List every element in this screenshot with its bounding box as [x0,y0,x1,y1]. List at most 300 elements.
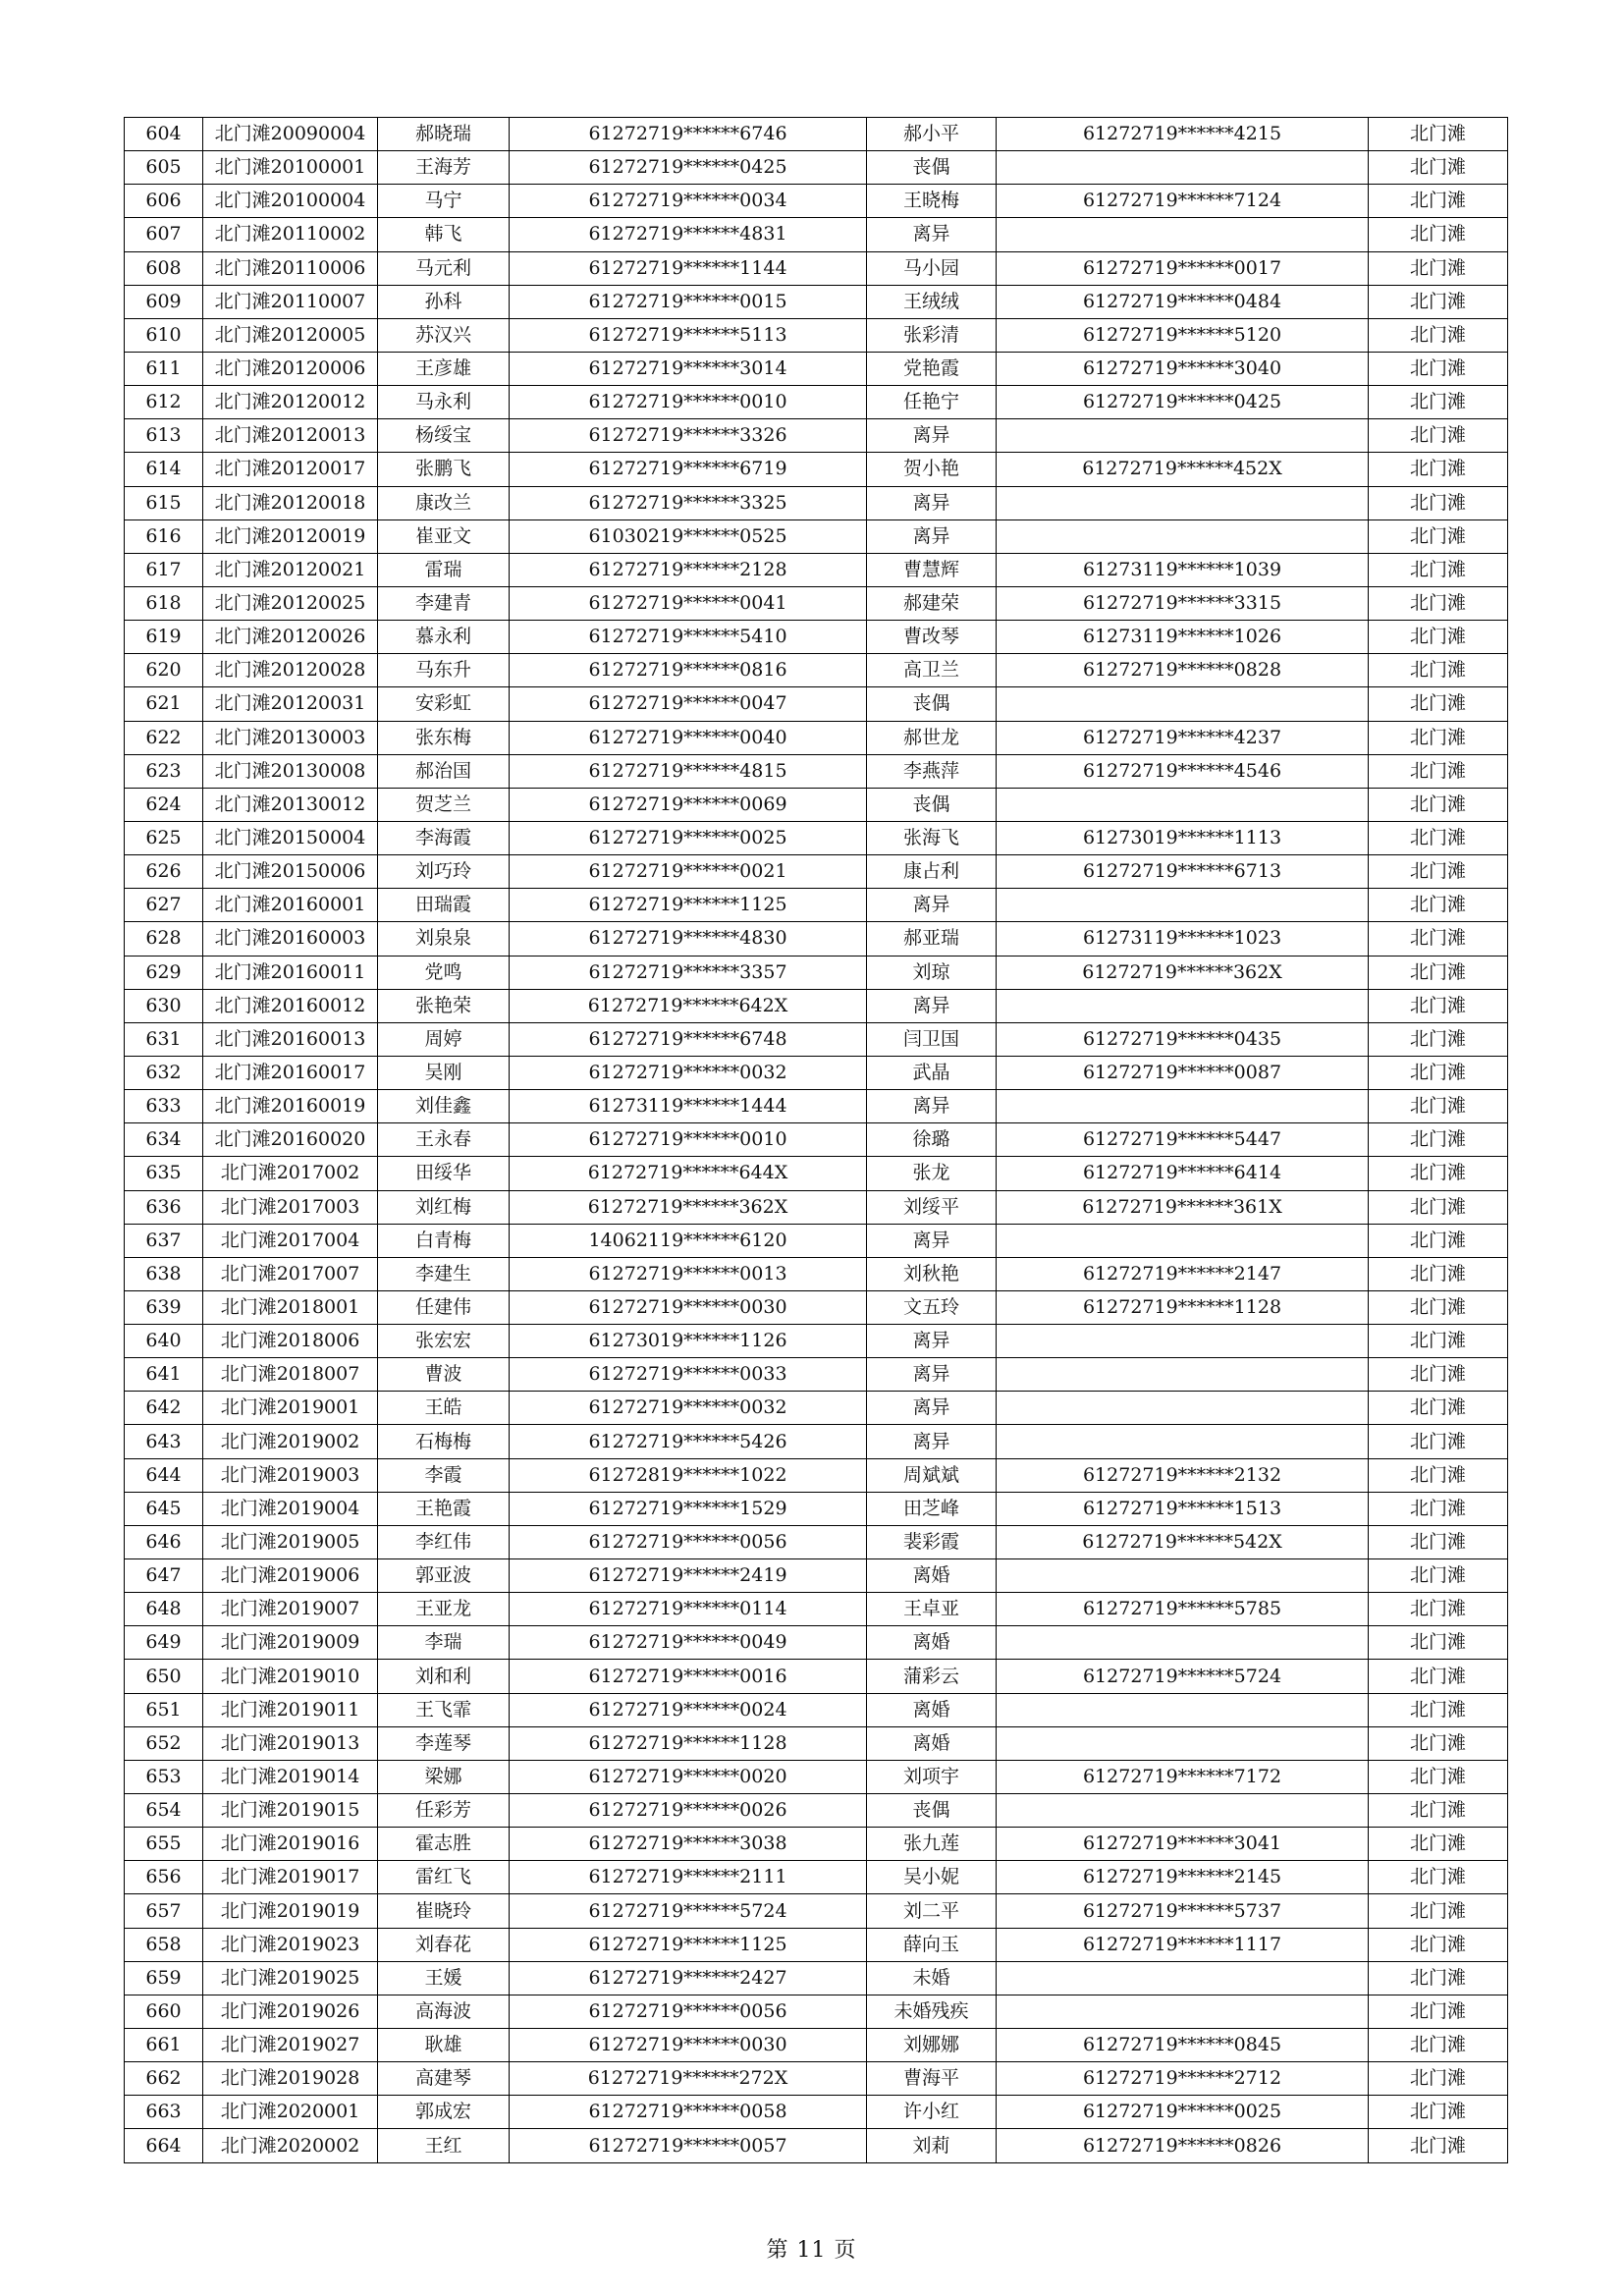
table-row [125,1928,1508,1961]
applicant-id-number-cell: 61272719******0021 [510,855,867,889]
household-id-cell: 北门滩2017002 [203,1157,378,1190]
applicant-name-cell: 周婷 [378,1022,510,1056]
applicant-id-number-cell: 61272719******4830 [510,922,867,956]
table-row [125,1492,1508,1525]
applicant-id-number-cell: 61272719******1529 [510,1492,867,1525]
row-index-cell: 620 [125,654,203,687]
spouse-name-or-status-cell: 郝世龙 [867,721,997,754]
row-index-cell: 625 [125,821,203,854]
spouse-name-or-status-cell: 张龙 [867,1157,997,1190]
table-row [125,1559,1508,1593]
table-row [125,721,1508,754]
spouse-id-number-cell: 61272719******7124 [997,185,1369,218]
spouse-name-or-status-cell: 刘二平 [867,1894,997,1928]
household-id-cell: 北门滩2019004 [203,1492,378,1525]
applicant-name-cell: 孙科 [378,285,510,318]
applicant-name-cell: 马东升 [378,654,510,687]
row-index-cell: 632 [125,1056,203,1089]
table-row [125,1794,1508,1828]
table-row [125,2129,1508,2162]
applicant-id-number-cell: 61272719******3357 [510,956,867,989]
applicant-id-number-cell: 61272719******2419 [510,1559,867,1593]
table-row [125,1257,1508,1290]
applicant-id-number-cell: 61272719******6719 [510,453,867,486]
spouse-name-or-status-cell: 王绒绒 [867,285,997,318]
spouse-id-number-cell: 61272719******6414 [997,1157,1369,1190]
row-index-cell: 637 [125,1224,203,1257]
household-id-cell: 北门滩2017003 [203,1190,378,1224]
spouse-id-number-cell: 61272719******7172 [997,1760,1369,1793]
spouse-id-number-cell: 61272719******0025 [997,2096,1369,2129]
applicant-id-number-cell: 61273019******1126 [510,1325,867,1358]
spouse-name-or-status-cell: 离婚 [867,1626,997,1660]
applicant-name-cell: 马宁 [378,185,510,218]
row-index-cell: 653 [125,1760,203,1793]
applicant-name-cell: 王永春 [378,1123,510,1157]
table-row [125,1090,1508,1123]
spouse-name-or-status-cell: 离异 [867,218,997,251]
spouse-name-or-status-cell: 郝建荣 [867,586,997,620]
spouse-name-or-status-cell: 离异 [867,1224,997,1257]
table-row [125,989,1508,1022]
row-index-cell: 618 [125,586,203,620]
spouse-name-or-status-cell: 离异 [867,419,997,453]
applicant-name-cell: 梁娜 [378,1760,510,1793]
spouse-id-number-cell: 61273119******1039 [997,553,1369,586]
table-row [125,687,1508,721]
row-index-cell: 649 [125,1626,203,1660]
row-index-cell: 664 [125,2129,203,2162]
table-row [125,1626,1508,1660]
spouse-name-or-status-cell: 离异 [867,1425,997,1458]
row-index-cell: 659 [125,1961,203,1995]
spouse-name-or-status-cell: 离异 [867,519,997,553]
row-index-cell: 606 [125,185,203,218]
spouse-id-number-cell: 61272719******5737 [997,1894,1369,1928]
table-row [125,285,1508,318]
applicant-name-cell: 张东梅 [378,721,510,754]
spouse-id-number-cell [997,1693,1369,1726]
row-index-cell: 604 [125,118,203,151]
village-cell: 北门滩 [1369,519,1508,553]
household-id-cell: 北门滩2019016 [203,1828,378,1861]
spouse-name-or-status-cell: 任艳宁 [867,386,997,419]
applicant-name-cell: 田瑞霞 [378,889,510,922]
village-cell: 北门滩 [1369,1325,1508,1358]
household-id-cell: 北门滩20110007 [203,285,378,318]
spouse-name-or-status-cell: 党艳霞 [867,352,997,385]
spouse-name-or-status-cell: 刘秋艳 [867,1257,997,1290]
applicant-name-cell: 刘泉泉 [378,922,510,956]
spouse-id-number-cell [997,1325,1369,1358]
applicant-name-cell: 任彩芳 [378,1794,510,1828]
spouse-id-number-cell [997,1794,1369,1828]
applicant-id-number-cell: 61272819******1022 [510,1458,867,1492]
spouse-name-or-status-cell: 王卓亚 [867,1593,997,1626]
village-cell: 北门滩 [1369,118,1508,151]
spouse-id-number-cell: 61272719******4546 [997,754,1369,788]
row-index-cell: 663 [125,2096,203,2129]
household-id-cell: 北门滩20160020 [203,1123,378,1157]
spouse-id-number-cell: 61272719******0826 [997,2129,1369,2162]
village-cell: 北门滩 [1369,1157,1508,1190]
row-index-cell: 624 [125,788,203,821]
household-id-cell: 北门滩20120018 [203,486,378,519]
village-cell: 北门滩 [1369,1928,1508,1961]
applicant-id-number-cell: 61272719******0016 [510,1660,867,1693]
table-row [125,386,1508,419]
village-cell: 北门滩 [1369,654,1508,687]
row-index-cell: 621 [125,687,203,721]
spouse-name-or-status-cell: 田芝峰 [867,1492,997,1525]
row-index-cell: 633 [125,1090,203,1123]
household-id-cell: 北门滩20160013 [203,1022,378,1056]
applicant-name-cell: 贺芝兰 [378,788,510,821]
spouse-id-number-cell [997,1559,1369,1593]
table-row [125,1358,1508,1392]
applicant-name-cell: 王海芳 [378,151,510,185]
row-index-cell: 656 [125,1861,203,1894]
spouse-id-number-cell: 61272719******0845 [997,2029,1369,2062]
applicant-id-number-cell: 61272719******0010 [510,386,867,419]
table-row [125,654,1508,687]
spouse-id-number-cell: 61272719******3040 [997,352,1369,385]
applicant-name-cell: 曹波 [378,1358,510,1392]
table-row [125,1995,1508,2028]
row-index-cell: 615 [125,486,203,519]
applicant-id-number-cell: 61272719******642X [510,989,867,1022]
table-row [125,1760,1508,1793]
table-row [125,185,1508,218]
row-index-cell: 658 [125,1928,203,1961]
applicant-name-cell: 李霞 [378,1458,510,1492]
spouse-name-or-status-cell: 闫卫国 [867,1022,997,1056]
row-index-cell: 631 [125,1022,203,1056]
spouse-id-number-cell [997,1392,1369,1425]
row-index-cell: 619 [125,621,203,654]
applicant-id-number-cell: 61272719******0058 [510,2096,867,2129]
row-index-cell: 650 [125,1660,203,1693]
applicant-name-cell: 张艳荣 [378,989,510,1022]
applicant-name-cell: 石梅梅 [378,1425,510,1458]
spouse-id-number-cell: 61272719******1128 [997,1290,1369,1324]
spouse-id-number-cell: 61273119******1023 [997,922,1369,956]
applicant-name-cell: 李建青 [378,586,510,620]
table-row [125,1190,1508,1224]
village-cell: 北门滩 [1369,151,1508,185]
roster-body [125,118,1508,2163]
household-id-cell: 北门滩20160017 [203,1056,378,1089]
applicant-name-cell: 高海波 [378,1995,510,2028]
row-index-cell: 644 [125,1458,203,1492]
applicant-name-cell: 党鸣 [378,956,510,989]
spouse-id-number-cell: 61272719******5447 [997,1123,1369,1157]
row-index-cell: 634 [125,1123,203,1157]
applicant-name-cell: 苏汉兴 [378,318,510,352]
applicant-id-number-cell: 61030219******0525 [510,519,867,553]
village-cell: 北门滩 [1369,1760,1508,1793]
household-id-cell: 北门滩2019001 [203,1392,378,1425]
applicant-id-number-cell: 61272719******1125 [510,889,867,922]
household-id-cell: 北门滩2020001 [203,2096,378,2129]
village-cell: 北门滩 [1369,352,1508,385]
spouse-name-or-status-cell: 丧偶 [867,788,997,821]
applicant-id-number-cell: 61272719******6746 [510,118,867,151]
applicant-id-number-cell: 61272719******0057 [510,2129,867,2162]
table-row [125,2096,1508,2129]
table-row [125,1660,1508,1693]
applicant-id-number-cell: 61272719******5426 [510,1425,867,1458]
table-row [125,1828,1508,1861]
row-index-cell: 627 [125,889,203,922]
row-index-cell: 610 [125,318,203,352]
applicant-name-cell: 崔晓玲 [378,1894,510,1928]
applicant-name-cell: 李建生 [378,1257,510,1290]
household-id-cell: 北门滩20130012 [203,788,378,821]
table-row [125,1157,1508,1190]
applicant-name-cell: 王艳霞 [378,1492,510,1525]
applicant-name-cell: 张宏宏 [378,1325,510,1358]
applicant-name-cell: 李海霞 [378,821,510,854]
applicant-id-number-cell: 61272719******272X [510,2062,867,2096]
household-id-cell: 北门滩2018001 [203,1290,378,1324]
spouse-id-number-cell: 61272719******5724 [997,1660,1369,1693]
household-id-cell: 北门滩20130003 [203,721,378,754]
row-index-cell: 605 [125,151,203,185]
applicant-id-number-cell: 61273119******1444 [510,1090,867,1123]
table-row [125,1123,1508,1157]
spouse-name-or-status-cell: 离异 [867,1090,997,1123]
applicant-id-number-cell: 61272719******0032 [510,1056,867,1089]
page-number: 第 11 页 [766,2238,857,2263]
table-row [125,2029,1508,2062]
applicant-name-cell: 李瑞 [378,1626,510,1660]
household-id-cell: 北门滩2018006 [203,1325,378,1358]
row-index-cell: 607 [125,218,203,251]
applicant-id-number-cell: 61272719******1144 [510,251,867,285]
spouse-id-number-cell [997,419,1369,453]
village-cell: 北门滩 [1369,1257,1508,1290]
spouse-id-number-cell: 61272719******1513 [997,1492,1369,1525]
applicant-id-number-cell: 61272719******644X [510,1157,867,1190]
spouse-id-number-cell: 61272719******0484 [997,285,1369,318]
spouse-id-number-cell [997,788,1369,821]
spouse-name-or-status-cell: 张彩清 [867,318,997,352]
household-id-cell: 北门滩20090004 [203,118,378,151]
row-index-cell: 661 [125,2029,203,2062]
applicant-id-number-cell: 61272719******0049 [510,1626,867,1660]
village-cell: 北门滩 [1369,1123,1508,1157]
spouse-name-or-status-cell: 刘莉 [867,2129,997,2162]
applicant-name-cell: 郝治国 [378,754,510,788]
spouse-name-or-status-cell: 离婚 [867,1726,997,1760]
spouse-id-number-cell [997,1425,1369,1458]
village-cell: 北门滩 [1369,1626,1508,1660]
spouse-id-number-cell: 61272719******0828 [997,654,1369,687]
row-index-cell: 642 [125,1392,203,1425]
village-cell: 北门滩 [1369,1995,1508,2028]
village-cell: 北门滩 [1369,1559,1508,1593]
spouse-name-or-status-cell: 徐璐 [867,1123,997,1157]
applicant-name-cell: 刘佳鑫 [378,1090,510,1123]
household-id-cell: 北门滩2017007 [203,1257,378,1290]
household-id-cell: 北门滩2019014 [203,1760,378,1793]
applicant-name-cell: 刘春花 [378,1928,510,1961]
village-cell: 北门滩 [1369,251,1508,285]
row-index-cell: 662 [125,2062,203,2096]
table-row [125,1022,1508,1056]
village-cell: 北门滩 [1369,1358,1508,1392]
applicant-id-number-cell: 61272719******3326 [510,419,867,453]
village-cell: 北门滩 [1369,2129,1508,2162]
spouse-id-number-cell: 61272719******5120 [997,318,1369,352]
spouse-id-number-cell [997,989,1369,1022]
applicant-id-number-cell: 61272719******2111 [510,1861,867,1894]
household-id-cell: 北门滩20130008 [203,754,378,788]
spouse-id-number-cell: 61272719******0087 [997,1056,1369,1089]
spouse-id-number-cell: 61272719******542X [997,1525,1369,1558]
row-index-cell: 617 [125,553,203,586]
household-id-cell: 北门滩2018007 [203,1358,378,1392]
village-cell: 北门滩 [1369,1828,1508,1861]
applicant-id-number-cell: 61272719******0056 [510,1995,867,2028]
village-cell: 北门滩 [1369,1593,1508,1626]
spouse-id-number-cell [997,218,1369,251]
spouse-id-number-cell: 61272719******361X [997,1190,1369,1224]
village-cell: 北门滩 [1369,1794,1508,1828]
spouse-id-number-cell: 61272719******0425 [997,386,1369,419]
village-cell: 北门滩 [1369,453,1508,486]
applicant-name-cell: 张鹏飞 [378,453,510,486]
applicant-id-number-cell: 61272719******0032 [510,1392,867,1425]
household-id-cell: 北门滩20120006 [203,352,378,385]
household-id-cell: 北门滩2019028 [203,2062,378,2096]
household-id-cell: 北门滩2019011 [203,1693,378,1726]
row-index-cell: 626 [125,855,203,889]
spouse-id-number-cell [997,1224,1369,1257]
table-row [125,855,1508,889]
spouse-id-number-cell: 61272719******0435 [997,1022,1369,1056]
village-cell: 北门滩 [1369,721,1508,754]
applicant-id-number-cell: 61272719******5410 [510,621,867,654]
household-id-cell: 北门滩20110006 [203,251,378,285]
spouse-name-or-status-cell: 丧偶 [867,687,997,721]
applicant-id-number-cell: 61272719******0013 [510,1257,867,1290]
row-index-cell: 614 [125,453,203,486]
household-id-cell: 北门滩2019003 [203,1458,378,1492]
applicant-name-cell: 王红 [378,2129,510,2162]
applicant-id-number-cell: 61272719******4815 [510,754,867,788]
spouse-name-or-status-cell: 吴小妮 [867,1861,997,1894]
table-row [125,1056,1508,1089]
spouse-id-number-cell: 61272719******0017 [997,251,1369,285]
spouse-id-number-cell [997,1090,1369,1123]
table-row [125,453,1508,486]
spouse-id-number-cell [997,1961,1369,1995]
applicant-name-cell: 杨绥宝 [378,419,510,453]
row-index-cell: 622 [125,721,203,754]
table-row [125,1861,1508,1894]
village-cell: 北门滩 [1369,553,1508,586]
village-cell: 北门滩 [1369,989,1508,1022]
village-cell: 北门滩 [1369,855,1508,889]
applicant-name-cell: 崔亚文 [378,519,510,553]
applicant-id-number-cell: 61272719******0047 [510,687,867,721]
spouse-id-number-cell [997,1995,1369,2028]
row-index-cell: 641 [125,1358,203,1392]
row-index-cell: 639 [125,1290,203,1324]
spouse-name-or-status-cell: 离异 [867,889,997,922]
row-index-cell: 635 [125,1157,203,1190]
table-row [125,889,1508,922]
village-cell: 北门滩 [1369,1961,1508,1995]
table-row [125,318,1508,352]
spouse-id-number-cell: 61272719******362X [997,956,1369,989]
village-cell: 北门滩 [1369,1224,1508,1257]
spouse-name-or-status-cell: 丧偶 [867,151,997,185]
village-cell: 北门滩 [1369,1660,1508,1693]
spouse-name-or-status-cell: 未婚残疾 [867,1995,997,2028]
spouse-name-or-status-cell: 刘娜娜 [867,2029,997,2062]
applicant-name-cell: 王媛 [378,1961,510,1995]
village-cell: 北门滩 [1369,586,1508,620]
table-row [125,419,1508,453]
applicant-id-number-cell: 61272719******0025 [510,821,867,854]
village-cell: 北门滩 [1369,2062,1508,2096]
row-index-cell: 647 [125,1559,203,1593]
applicant-id-number-cell: 61272719******0020 [510,1760,867,1793]
spouse-name-or-status-cell: 蒲彩云 [867,1660,997,1693]
table-row [125,1325,1508,1358]
spouse-name-or-status-cell: 刘琼 [867,956,997,989]
spouse-id-number-cell [997,1726,1369,1760]
spouse-name-or-status-cell: 曹慧辉 [867,553,997,586]
applicant-id-number-cell: 61272719******362X [510,1190,867,1224]
village-cell: 北门滩 [1369,687,1508,721]
spouse-id-number-cell: 61272719******2145 [997,1861,1369,1894]
applicant-id-number-cell: 61272719******3325 [510,486,867,519]
household-id-cell: 北门滩20120031 [203,687,378,721]
village-cell: 北门滩 [1369,1056,1508,1089]
spouse-name-or-status-cell: 离异 [867,989,997,1022]
household-id-cell: 北门滩2019019 [203,1894,378,1928]
applicant-id-number-cell: 61272719******0010 [510,1123,867,1157]
spouse-name-or-status-cell: 丧偶 [867,1794,997,1828]
applicant-name-cell: 耿雄 [378,2029,510,2062]
table-row [125,788,1508,821]
spouse-id-number-cell: 61272719******4215 [997,118,1369,151]
spouse-id-number-cell: 61272719******6713 [997,855,1369,889]
spouse-id-number-cell [997,1626,1369,1660]
spouse-id-number-cell: 61272719******2147 [997,1257,1369,1290]
village-cell: 北门滩 [1369,486,1508,519]
village-cell: 北门滩 [1369,1726,1508,1760]
table-row [125,922,1508,956]
village-cell: 北门滩 [1369,889,1508,922]
village-cell: 北门滩 [1369,218,1508,251]
village-cell: 北门滩 [1369,318,1508,352]
village-cell: 北门滩 [1369,1090,1508,1123]
row-index-cell: 616 [125,519,203,553]
table-row [125,586,1508,620]
spouse-name-or-status-cell: 武晶 [867,1056,997,1089]
applicant-name-cell: 刘巧玲 [378,855,510,889]
applicant-id-number-cell: 61272719******0816 [510,654,867,687]
applicant-name-cell: 安彩虹 [378,687,510,721]
household-id-cell: 北门滩20100004 [203,185,378,218]
table-row [125,553,1508,586]
table-row [125,519,1508,553]
